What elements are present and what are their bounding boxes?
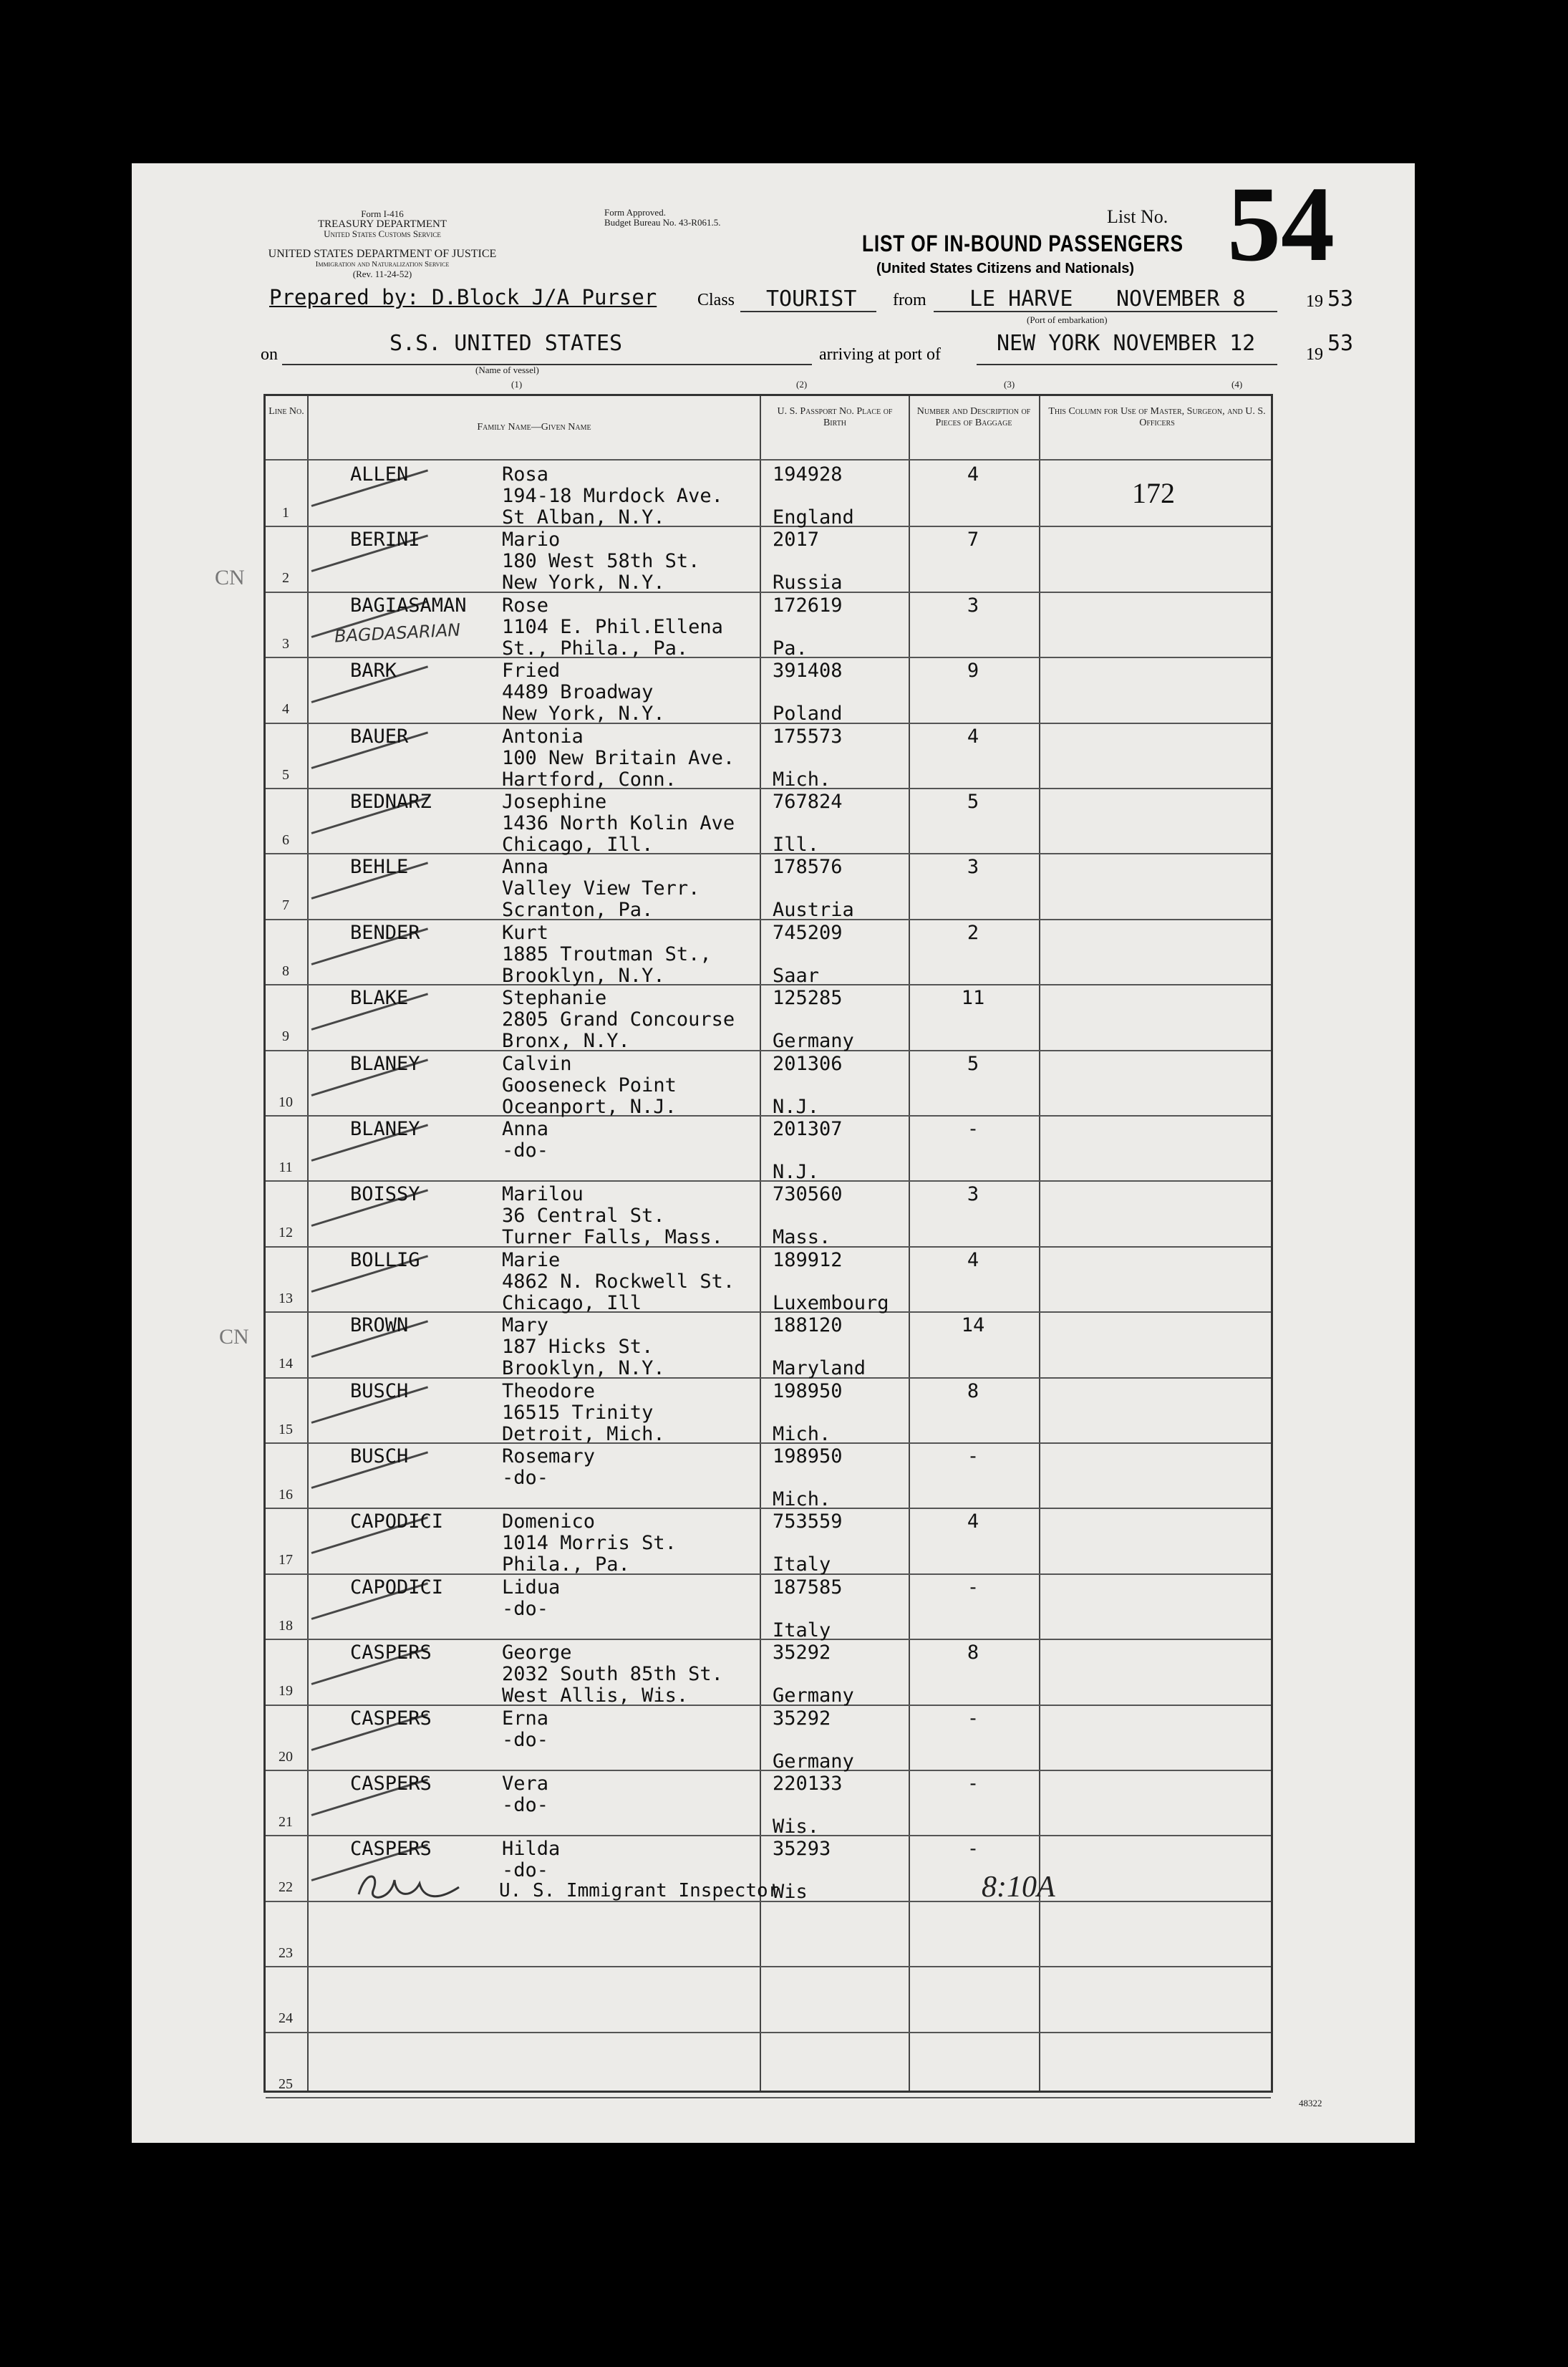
- table-row: [266, 529, 1275, 594]
- line-number: 18: [279, 1617, 293, 1634]
- family-name: BEDNARZ: [350, 791, 432, 813]
- given-name: Anna: [502, 856, 549, 879]
- family-name: BARK: [350, 660, 397, 683]
- family-name: BAUER: [350, 725, 409, 748]
- address-line-1: 2805 Grand Concourse: [502, 1008, 735, 1031]
- baggage-count: -: [967, 1838, 979, 1861]
- place-of-birth: Russia: [773, 572, 843, 594]
- line-number: 7: [282, 897, 289, 914]
- family-name: BUSCH: [350, 1379, 409, 1402]
- baggage-count: 8: [967, 1642, 979, 1664]
- baggage-count: 3: [967, 856, 979, 879]
- family-name: BLANEY: [350, 1118, 420, 1140]
- place-of-birth: N.J.: [773, 1161, 820, 1183]
- address-line-1: 1104 E. Phil.Ellena: [502, 615, 723, 638]
- line-number: 20: [279, 1748, 293, 1765]
- address-line-2: Chicago, Ill.: [502, 834, 654, 856]
- table-row: [266, 1380, 1275, 1446]
- port-of-embarkation: LE HARVE: [969, 286, 1073, 312]
- passport-number: 189912: [773, 1248, 843, 1271]
- vessel-caption: (Name of vessel): [475, 365, 539, 375]
- given-name: Kurt: [502, 921, 549, 944]
- place-of-birth: Ill.: [773, 834, 820, 856]
- passport-number: 745209: [773, 921, 843, 944]
- line-number: 23: [279, 1944, 293, 1961]
- given-name: Marilou: [502, 1183, 584, 1206]
- given-name: Mary: [502, 1314, 549, 1337]
- prepared-by: Prepared by: D.Block J/A Purser: [269, 285, 657, 309]
- table-row: [266, 725, 1275, 791]
- header-line-no: Line No.: [268, 406, 304, 417]
- place-of-birth: Mich.: [773, 1422, 831, 1445]
- passport-number: 35292: [773, 1707, 831, 1730]
- passport-number: 125285: [773, 987, 843, 1010]
- address-line-1: Gooseneck Point: [502, 1074, 677, 1096]
- address-line-2: Oceanport, N.J.: [502, 1095, 677, 1118]
- margin-mark: CN: [215, 566, 245, 589]
- table-row: [266, 987, 1275, 1053]
- class-label: Class: [697, 291, 735, 309]
- address-line-1: -do-: [502, 1859, 549, 1882]
- vessel-name: S.S. UNITED STATES: [389, 331, 623, 356]
- line-number: 15: [279, 1421, 293, 1437]
- passport-number: 188120: [773, 1314, 843, 1337]
- place-of-birth: Mich.: [773, 768, 831, 791]
- baggage-count: 9: [967, 660, 979, 683]
- passport-number: 201307: [773, 1118, 843, 1140]
- address-line-2: West Allis, Wis.: [502, 1684, 689, 1707]
- baggage-count: -: [967, 1773, 979, 1795]
- table-row: [266, 1249, 1275, 1315]
- line-number: 16: [279, 1487, 293, 1503]
- form-approved: Form Approved.: [604, 207, 666, 218]
- table-row: [266, 1118, 1275, 1184]
- baggage-count: 4: [967, 725, 979, 748]
- address-line-2: New York, N.Y.: [502, 572, 665, 594]
- address-line-1: 1436 North Kolin Ave: [502, 812, 735, 834]
- baggage-count: 3: [967, 594, 979, 617]
- line-number: 14: [279, 1356, 293, 1372]
- given-name: Fried: [502, 660, 561, 683]
- place-of-birth: Wis.: [773, 1816, 820, 1838]
- port-caption: (Port of embarkation): [1027, 314, 1108, 325]
- table-row: [266, 1773, 1275, 1838]
- col-num-3: (3): [1004, 379, 1015, 390]
- address-line-1: 180 West 58th St.: [502, 550, 700, 573]
- family-name: CAPODICI: [350, 1576, 444, 1599]
- address-line-1: 16515 Trinity: [502, 1401, 654, 1424]
- given-name: Lidua: [502, 1576, 561, 1599]
- passport-number: 175573: [773, 725, 843, 748]
- table-row: [266, 1445, 1275, 1511]
- passport-number: 730560: [773, 1183, 843, 1206]
- table-row: [266, 1510, 1275, 1576]
- line-number: 5: [282, 766, 289, 783]
- family-name: BUSCH: [350, 1445, 409, 1467]
- address-line-2: Brooklyn, N.Y.: [502, 964, 665, 987]
- col-num-1: (1): [511, 379, 523, 390]
- line-number: 12: [279, 1225, 293, 1241]
- place-of-birth: Mich.: [773, 1488, 831, 1510]
- passport-number: 172619: [773, 594, 843, 617]
- passport-number: 767824: [773, 791, 843, 813]
- passport-number: 178576: [773, 856, 843, 879]
- embarkation-year: 53: [1327, 286, 1354, 312]
- address-line-1: -do-: [502, 1467, 549, 1489]
- family-name: BEHLE: [350, 856, 409, 879]
- inspector-label: U. S. Immigrant Inspector: [499, 1880, 780, 1901]
- address-line-2: Chicago, Ill: [502, 1291, 642, 1314]
- class-value: TOURIST: [766, 286, 857, 312]
- table-row: [266, 922, 1275, 988]
- on-label: on: [261, 345, 278, 364]
- passport-number: 198950: [773, 1445, 843, 1467]
- given-name: Antonia: [502, 725, 584, 748]
- given-name: Stephanie: [502, 987, 607, 1010]
- col-num-2: (2): [796, 379, 808, 390]
- baggage-count: 4: [967, 1248, 979, 1271]
- inspector-time: 8:10A: [982, 1871, 1055, 1904]
- baggage-count: -: [967, 1707, 979, 1730]
- line-number: 19: [279, 1683, 293, 1700]
- baggage-count: 4: [967, 463, 979, 486]
- family-name: BOLLIG: [350, 1248, 420, 1271]
- passport-number: 201306: [773, 1052, 843, 1075]
- passport-number: 35292: [773, 1642, 831, 1664]
- address-line-1: -do-: [502, 1597, 549, 1620]
- place-of-birth: Luxembourg: [773, 1291, 889, 1314]
- passport-number: 194928: [773, 463, 843, 486]
- justice-dept: UNITED STATES DEPARTMENT OF JUSTICE: [268, 248, 497, 260]
- line-number: 11: [279, 1160, 293, 1175]
- address-line-1: 4862 N. Rockwell St.: [502, 1270, 735, 1293]
- family-name: ALLEN: [350, 463, 409, 486]
- family-name: CASPERS: [350, 1838, 432, 1861]
- line-number: 10: [279, 1094, 293, 1110]
- baggage-count: 11: [961, 987, 985, 1010]
- address-line-2: St Alban, N.Y.: [502, 506, 665, 529]
- address-line-2: Phila., Pa.: [502, 1553, 630, 1576]
- place-of-birth: Saar: [773, 964, 820, 987]
- address-line-1: 4489 Broadway: [502, 681, 654, 704]
- baggage-count: -: [967, 1118, 979, 1140]
- passenger-table: [263, 394, 1273, 2093]
- place-of-birth: Austria: [773, 899, 854, 922]
- line-number: 21: [279, 1814, 293, 1830]
- list-number: 54: [1227, 165, 1335, 284]
- address-line-2: Turner Falls, Mass.: [502, 1226, 723, 1249]
- family-name: BAGIASAMAN: [350, 594, 467, 617]
- embarkation-date: NOVEMBER 8: [1116, 286, 1246, 312]
- family-name: BLANEY: [350, 1052, 420, 1075]
- baggage-count: 2: [967, 921, 979, 944]
- table-row: [266, 463, 1275, 529]
- given-name: Rosemary: [502, 1445, 596, 1467]
- form-subtitle: (United States Citizens and Nationals): [876, 261, 1135, 276]
- baggage-count: 5: [967, 1052, 979, 1075]
- given-name: Domenico: [502, 1510, 596, 1533]
- given-name: Vera: [502, 1773, 549, 1795]
- inspector-signature: [352, 1866, 480, 1909]
- given-name: Erna: [502, 1707, 549, 1730]
- from-label: from: [893, 291, 926, 309]
- table-row: [266, 1183, 1275, 1249]
- family-name: CASPERS: [350, 1707, 432, 1730]
- baggage-count: 5: [967, 791, 979, 813]
- handwritten-correction: BAGDASARIAN: [334, 620, 461, 647]
- address-line-1: 2032 South 85th St.: [502, 1663, 723, 1686]
- given-name: Rosa: [502, 463, 549, 486]
- given-name: Hilda: [502, 1838, 561, 1861]
- officer-note: 172: [1132, 477, 1175, 509]
- family-name: BENDER: [350, 921, 420, 944]
- col-num-4: (4): [1231, 379, 1243, 390]
- line-number: 9: [282, 1028, 289, 1045]
- margin-mark: CN: [219, 1325, 249, 1349]
- address-line-1: 187 Hicks St.: [502, 1336, 654, 1359]
- family-name: CASPERS: [350, 1642, 432, 1664]
- line-number: 6: [282, 832, 289, 848]
- baggage-count: 7: [967, 529, 979, 551]
- line-number: 2: [282, 570, 289, 587]
- place-of-birth: Germany: [773, 1684, 854, 1707]
- place-of-birth: Wis: [773, 1881, 808, 1904]
- address-line-1: Valley View Terr.: [502, 877, 700, 900]
- passport-number: 220133: [773, 1773, 843, 1795]
- place-of-birth: Maryland: [773, 1357, 866, 1380]
- place-of-birth: Germany: [773, 1030, 854, 1053]
- given-name: Calvin: [502, 1052, 572, 1075]
- table-row: [266, 1707, 1275, 1773]
- address-line-1: 1014 Morris St.: [502, 1532, 677, 1555]
- given-name: Mario: [502, 529, 561, 551]
- passport-number: 35293: [773, 1838, 831, 1861]
- given-name: Josephine: [502, 791, 607, 813]
- arrival-year: 53: [1327, 331, 1354, 356]
- passport-number: 198950: [773, 1379, 843, 1402]
- place-of-birth: England: [773, 506, 854, 529]
- family-name: CAPODICI: [350, 1510, 444, 1533]
- baggage-count: 8: [967, 1379, 979, 1402]
- given-name: Anna: [502, 1118, 549, 1140]
- line-number: 22: [279, 1879, 293, 1896]
- treasury-dept: TREASURY DEPARTMENT: [317, 218, 447, 230]
- line-number: 25: [279, 2076, 293, 2092]
- revision: (Rev. 11-24-52): [352, 269, 412, 279]
- place-of-birth: Mass.: [773, 1226, 831, 1249]
- baggage-count: -: [967, 1576, 979, 1599]
- list-no-label: List No.: [1107, 206, 1168, 227]
- manifest-page: [132, 163, 1415, 2143]
- address-line-2: Brooklyn, N.Y.: [502, 1357, 665, 1380]
- family-name: CASPERS: [350, 1773, 432, 1795]
- given-name: Rose: [502, 594, 549, 617]
- table-row: [266, 1053, 1275, 1119]
- address-line-2: Bronx, N.Y.: [502, 1030, 630, 1053]
- family-name: BERINI: [350, 529, 420, 551]
- address-line-2: Detroit, Mich.: [502, 1422, 665, 1445]
- table-row: [266, 660, 1275, 725]
- table-row: [266, 594, 1275, 660]
- line-number: 1: [282, 505, 289, 521]
- place-of-birth: Pa.: [773, 637, 808, 660]
- year-prefix: 19: [1306, 292, 1323, 311]
- table-row: [266, 1576, 1275, 1642]
- header-passport: U. S. Passport No. Place of Birth: [777, 406, 893, 428]
- given-name: George: [502, 1642, 572, 1664]
- baggage-count: 3: [967, 1183, 979, 1206]
- place-of-birth: N.J.: [773, 1095, 820, 1118]
- year-prefix-2: 19: [1306, 345, 1323, 364]
- family-name: BOISSY: [350, 1183, 420, 1206]
- ins-service: Immigration and Naturalization Service: [315, 260, 450, 269]
- table-row: [266, 1314, 1275, 1380]
- passport-number: 391408: [773, 660, 843, 683]
- line-number: 24: [279, 2010, 293, 2027]
- line-number: 17: [279, 1552, 293, 1568]
- header-baggage: Number and Description of Pieces of Baggage: [916, 406, 1031, 428]
- line-number: 3: [282, 635, 289, 652]
- line-number: 4: [282, 701, 289, 718]
- address-line-2: New York, N.Y.: [502, 703, 665, 725]
- form-title: LIST OF IN-BOUND PASSENGERS: [862, 231, 1184, 256]
- family-name: BROWN: [350, 1314, 409, 1337]
- budget-bureau: Budget Bureau No. 43-R061.5.: [604, 217, 721, 228]
- given-name: Marie: [502, 1248, 561, 1271]
- passport-number: 753559: [773, 1510, 843, 1533]
- place-of-birth: Italy: [773, 1619, 831, 1642]
- table-row: [266, 856, 1275, 922]
- place-of-birth: Germany: [773, 1750, 854, 1773]
- header-name: Family Name—Given Name: [477, 422, 591, 433]
- place-of-birth: Italy: [773, 1553, 831, 1576]
- customs-service: United States Customs Service: [324, 228, 441, 239]
- address-line-1: -do-: [502, 1728, 549, 1751]
- address-line-1: -do-: [502, 1794, 549, 1816]
- address-line-1: 194-18 Murdock Ave.: [502, 485, 723, 507]
- place-of-birth: Poland: [773, 703, 843, 725]
- family-name: BLAKE: [350, 987, 409, 1010]
- table-row: [266, 791, 1275, 857]
- baggage-count: 14: [961, 1314, 985, 1337]
- given-name: Theodore: [502, 1379, 596, 1402]
- address-line-1: 100 New Britain Ave.: [502, 746, 735, 769]
- address-line-2: St., Phila., Pa.: [502, 637, 689, 660]
- baggage-count: -: [967, 1445, 979, 1467]
- line-number: 13: [279, 1290, 293, 1306]
- arrival-port-date: NEW YORK NOVEMBER 12: [997, 331, 1256, 356]
- passport-number: 187585: [773, 1576, 843, 1599]
- line-number: 8: [282, 963, 289, 979]
- arriving-label: arriving at port of: [819, 345, 941, 364]
- passport-number: 2017: [773, 529, 820, 551]
- address-line-1: 1885 Troutman St.,: [502, 943, 712, 965]
- table-row: [266, 1642, 1275, 1707]
- header-officers: This Column for Use of Master, Surgeon, and U. S. Officers: [1048, 406, 1266, 428]
- address-line-1: -do-: [502, 1139, 549, 1162]
- form-number: Form I-416: [361, 208, 404, 219]
- address-line-2: Scranton, Pa.: [502, 899, 654, 922]
- baggage-count: 4: [967, 1510, 979, 1533]
- form-code: 48322: [1299, 2098, 1322, 2108]
- address-line-1: 36 Central St.: [502, 1205, 665, 1228]
- address-line-2: Hartford, Conn.: [502, 768, 677, 791]
